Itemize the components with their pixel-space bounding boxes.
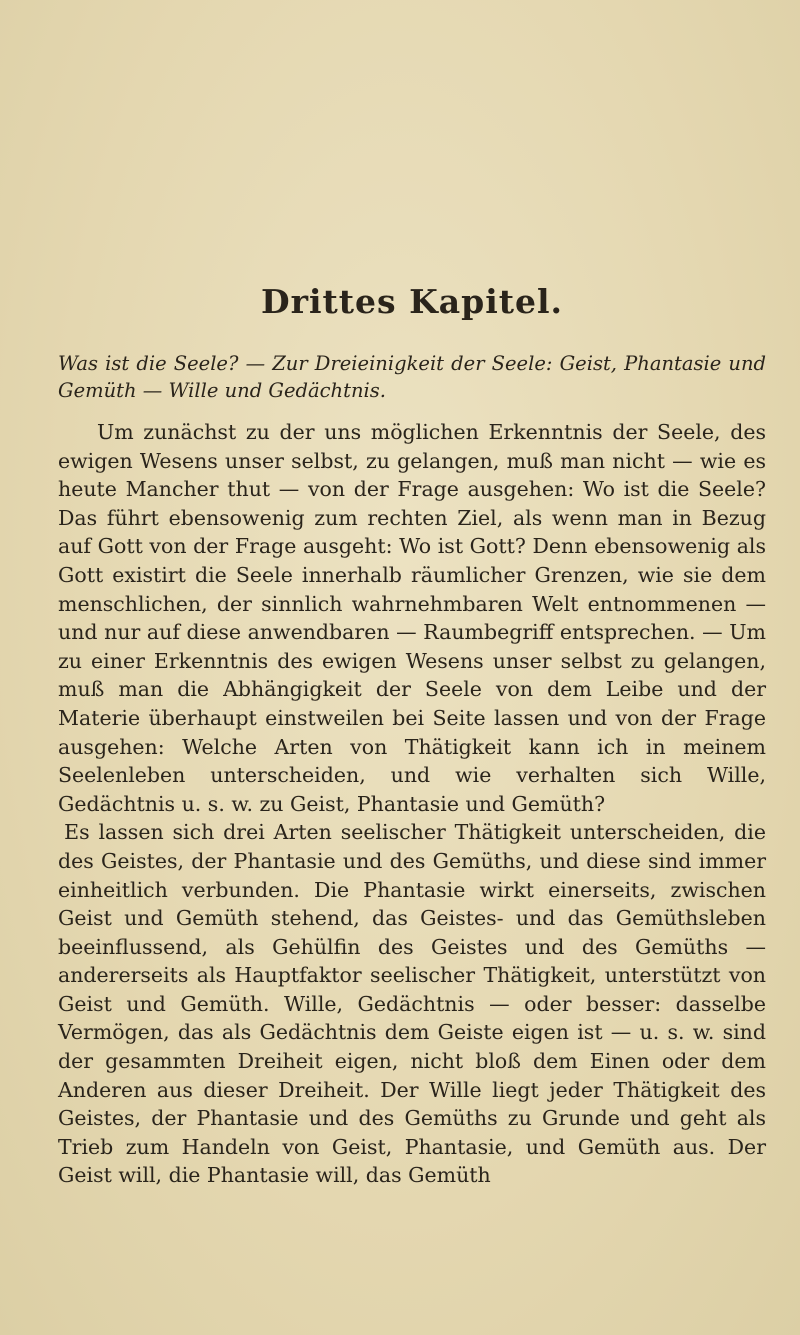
paragraph-2: Es lassen sich drei Arten seelischer Thätigkeit unterscheiden, die des Geistes, der Phantasie und des Gemüths, und diese sind immer einheitlich verbunden. Die Phantasie wirkt einerseits, zwischen Geist und Gemüth stehend, das Geistes- und das Gemüthsleben beeinflussend, als Gehülfin des Geistes und des Gemüths — andererseits als Hauptfaktor seelischer Thätigkeit, unterstützt von Geist und Gemüth. Wille, Gedächtnis — oder besser: dasselbe Vermögen, das als Gedächtnis dem Geiste eigen ist — u. s. w. sind der gesammten Dreiheit eigen, nicht bloß dem Einen oder dem Anderen aus dieser Dreiheit. Der Wille liegt jeder Thätigkeit des Geistes, der Phantasie und des Gemüths zu Grunde und geht als Trieb zum Handeln von Geist, Phantasie, und Gemüth aus. Der Geist will, die Phantasie will, das Gemüth xyxy=(58,820,766,1188)
page-content xyxy=(58,282,766,1190)
chapter-summary: Was ist die Seele? — Zur Dreieinigkeit der Seele: Geist, Phantasie und Gemüth — Wille und Gedächtnis. xyxy=(58,352,766,402)
paragraph-1: Um zunächst zu der uns möglichen Erkenntnis der Seele, des ewigen Wesens unser selbst, zu gelangen, muß man nicht — wie es heute Mancher thut — von der Frage ausgehen: Wo ist die Seele? Das führt ebensowenig zum rechten Ziel, als wenn man in Bezug auf Gott von der Frage ausgeht: Wo ist Gott? Denn ebensowenig als Gott existirt die Seele innerhalb räumlicher Grenzen, wie sie dem menschlichen, der sinnlich wahrnehmbaren Welt entnommenen — und nur auf diese anwendbaren — Raumbegriff entsprechen. — Um zu einer Erkenntnis des ewigen Wesens unser selbst zu gelangen, muß man die Abhängigkeit der Seele von dem Leibe und der Materie überhaupt einstweilen bei Seite lassen und von der Frage ausgehen: Welche Arten von Thätigkeit kann ich in meinem Seelenleben unterscheiden, und wie verhalten sich Wille, Gedächtnis u. s. w. zu Geist, Phantasie und Gemüth? xyxy=(58,420,766,816)
chapter-heading: Drittes Kapitel. xyxy=(260,282,564,321)
